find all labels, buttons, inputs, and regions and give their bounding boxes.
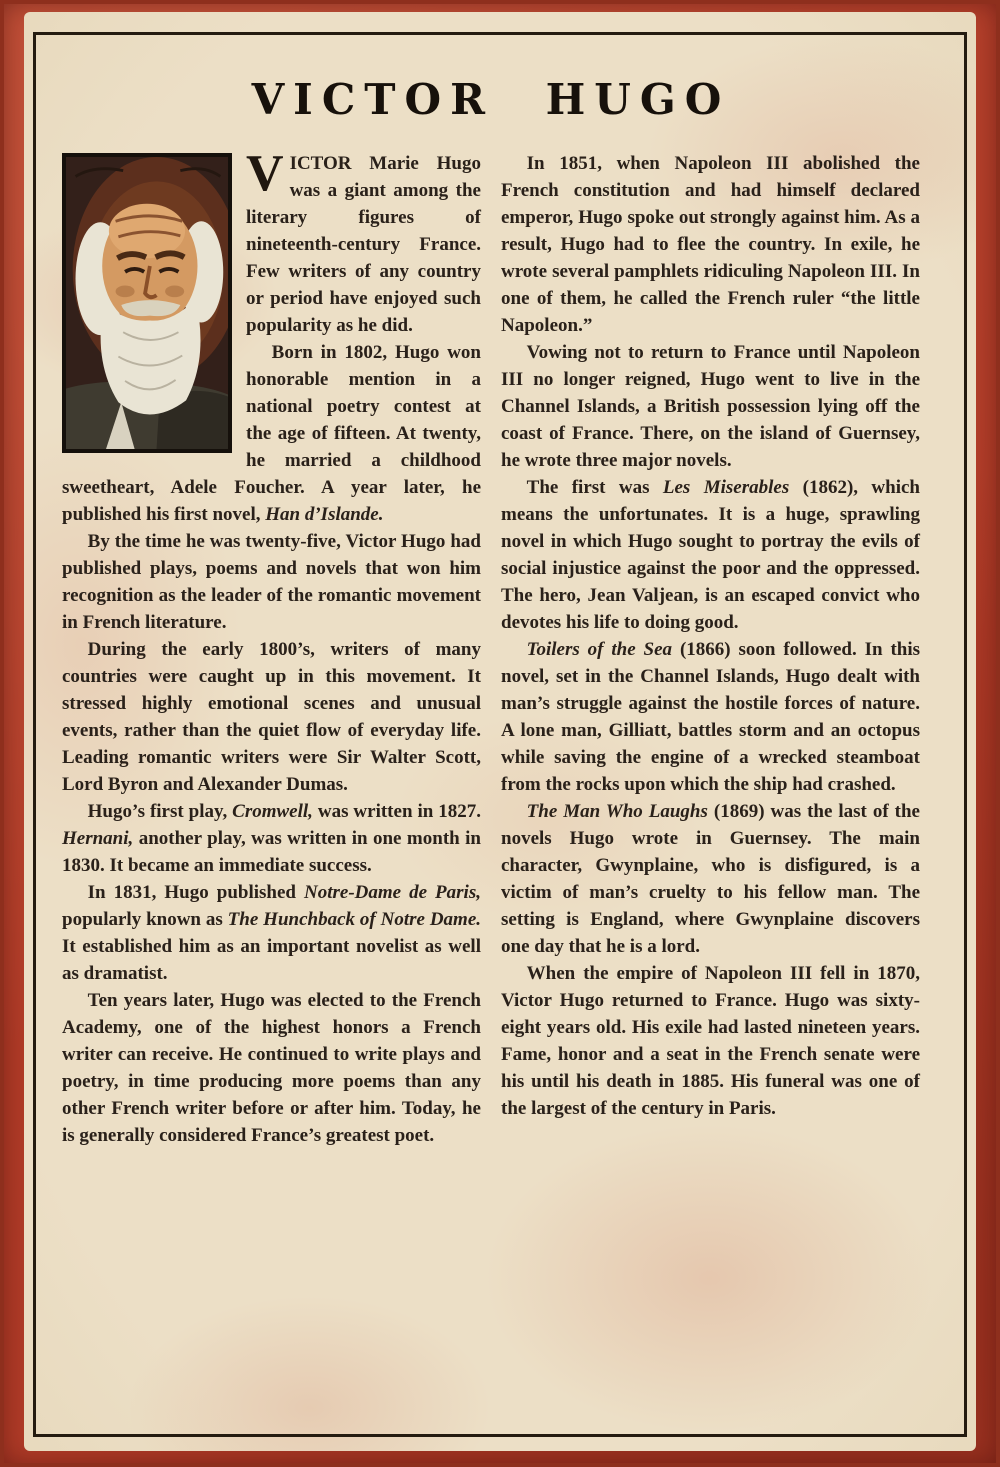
text-run: popularly known as bbox=[62, 909, 228, 930]
page-title: VICTOR HUGO bbox=[251, 75, 731, 124]
paragraph bbox=[501, 339, 920, 474]
text-run: It established him as an important novelist as well as dramatist. bbox=[62, 936, 481, 984]
italic-run: Toilers of the Sea bbox=[526, 639, 673, 660]
text-run: Born in 1802, Hugo won honorable mention in a national poetry contest at the age of fifteen. At twenty, he married a childhood sweetheart, Adele Foucher. A year later, he published his first novel, bbox=[62, 342, 481, 525]
victor-hugo-portrait bbox=[62, 153, 232, 453]
paragraph bbox=[62, 636, 481, 798]
text-run: (1862), which means the unfortunates. It is a huge, sprawling novel in which Hugo sought to portray the evils of social injustice against the poor and the oppressed. The hero, Jean Valjean, is an escaped convict who devotes his life to doing good. bbox=[501, 477, 920, 633]
left-column bbox=[62, 145, 481, 1149]
italic-run: Han d’Islande. bbox=[265, 504, 384, 525]
text-run: By the time he was twenty-five, Victor Hugo had published plays, poems and novels that won him recognition as the leader of the romantic movement in French literature. bbox=[62, 531, 481, 633]
right-column bbox=[501, 150, 920, 1149]
text-run: The first was bbox=[526, 477, 663, 498]
text-run: (1866) soon followed. In this novel, set in the Channel Islands, Hugo dealt with man’s struggle against the hostile forces of nature. A lone man, Gilliatt, battles storm and an octopus while saving the engine of a wrecked steamboat from the rocks upon which the ship had crashed. bbox=[501, 639, 921, 795]
text-run: Hugo’s first play, bbox=[87, 801, 233, 822]
paragraph bbox=[62, 987, 481, 1149]
italic-run: Hernani, bbox=[62, 828, 134, 849]
article bbox=[62, 145, 921, 1149]
paragraph bbox=[501, 960, 920, 1122]
italic-run: The Man Who Laughs bbox=[526, 801, 708, 822]
text-run: In 1851, when Napoleon III abolished the French constitution and had himself declared emperor, Hugo spoke out strongly against him. As a result, Hugo had to flee the country. In exile, he wrote several pamphlets ridiculing Napoleon III. In one of them, he called the French ruler “the little Napoleon.” bbox=[501, 153, 920, 336]
paragraph bbox=[501, 150, 920, 339]
text-run: Ten years later, Hugo was elected to the French Academy, one of the highest honors a French writer can receive. He continued to write plays and poetry, in time producing more poems than any other French writer before or after him. Today, he is generally considered France’s greatest poet. bbox=[62, 990, 481, 1146]
text-run: (1869) was the last of the novels Hugo wrote in Guernsey. The main character, Gwynplaine, who is disfigured, is a victim of man’s cruelty to his fellow man. The setting is England, where Gwynplaine discovers one day that he is a lord. bbox=[501, 801, 920, 957]
italic-run: Notre-Dame de Paris, bbox=[304, 882, 481, 903]
paragraph bbox=[62, 798, 481, 879]
text-run: When the empire of Napoleon III fell in 1870, Victor Hugo returned to France. Hugo was sixty-eight years old. His exile had lasted nineteen years. Fame, honor and a seat in the French senate were his until his death in 1885. His funeral was one of the largest of the century in Paris. bbox=[501, 963, 920, 1119]
text-run: was written in 1827. bbox=[312, 801, 481, 822]
text-run: During the early 1800’s, writers of many countries were caught up in this movement. It stressed highly emotional scenes and unusual events, rather than the quiet flow of everyday life. Leading romantic writers were Sir Walter Scott, Lord Byron and Alexander Dumas. bbox=[62, 639, 481, 795]
paragraph bbox=[501, 798, 920, 960]
text-run: Vowing not to return to France until Napoleon III no longer reigned, Hugo went to live in the Channel Islands, a British possession lying off the coast of France. There, on the island of Guernsey, he wrote three major novels. bbox=[501, 342, 920, 471]
paragraph bbox=[501, 636, 920, 798]
italic-run: The Hunchback of Notre Dame. bbox=[227, 909, 481, 930]
drop-cap: V bbox=[246, 145, 284, 202]
paper-background bbox=[24, 12, 976, 1451]
text-run: ICTOR Marie Hugo was a giant among the literary figures of nineteenth-century France. Few writers of any country or period have enjoyed such popularity as he did. bbox=[246, 153, 481, 336]
portrait-illustration bbox=[66, 157, 228, 449]
paragraph bbox=[501, 474, 920, 636]
page-frame bbox=[33, 32, 967, 1437]
text-run: In 1831, Hugo published bbox=[87, 882, 304, 903]
paragraph bbox=[62, 879, 481, 987]
text-run: another play, was written in one month in 1830. It became an immediate success. bbox=[62, 828, 481, 876]
paragraph bbox=[62, 528, 481, 636]
italic-run: Cromwell, bbox=[232, 801, 313, 822]
italic-run: Les Miserables bbox=[662, 477, 790, 498]
